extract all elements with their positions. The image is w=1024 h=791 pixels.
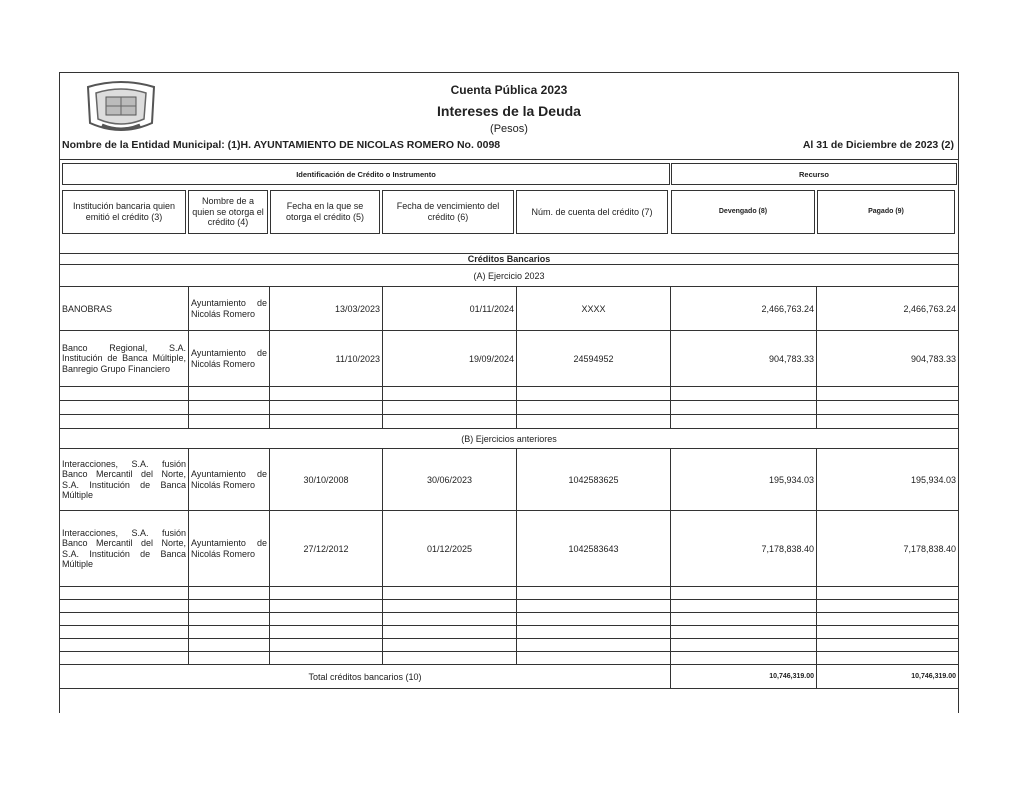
cell-recipient: Ayuntamiento de Nicolás Romero — [189, 511, 270, 587]
report-subtitle: Intereses de la Deuda — [437, 103, 581, 119]
cell-recipient: Ayuntamiento de Nicolás Romero — [189, 449, 270, 511]
cell-institution: Banco Regional, S.A. Institución de Banca Múltiple, Banregio Grupo Financiero — [60, 331, 189, 387]
section-row — [60, 254, 959, 265]
group-resource: Recurso — [671, 163, 957, 185]
total-row — [60, 665, 959, 689]
cell-recipient: Ayuntamiento de Nicolás Romero — [189, 331, 270, 387]
empty-row — [60, 415, 959, 429]
empty-row — [60, 387, 959, 401]
empty-row — [60, 626, 959, 639]
cell-account: XXXX — [517, 287, 671, 331]
table-row — [60, 331, 959, 387]
cell-date-granted: 27/12/2012 — [270, 511, 383, 587]
col-recipient: Nombre de a quien se otorga el crédito (4) — [188, 190, 268, 234]
col-accrued: Devengado (8) — [671, 190, 815, 234]
report-title: Cuenta Pública 2023 — [450, 83, 568, 97]
entity-name: Nombre de la Entidad Municipal: (1)H. AYUNTAMIENTO DE NICOLAS ROMERO No. 0098 — [62, 139, 501, 151]
cell-paid: 7,178,838.40 — [817, 511, 959, 587]
report-sheet — [59, 72, 959, 713]
cell-accrued: 7,178,838.40 — [671, 511, 817, 587]
cell-recipient: Ayuntamiento de Nicolás Romero — [189, 287, 270, 331]
total-accrued: 10,746,319.00 — [671, 665, 817, 689]
empty-row — [60, 600, 959, 613]
cell-institution: Interacciones, S.A. fusión Banco Mercantil del Norte, S.A. Institución de Banca Múltiple — [60, 449, 189, 511]
total-paid: 10,746,319.00 — [817, 665, 959, 689]
table-row — [60, 287, 959, 331]
cell-date-granted: 11/10/2023 — [270, 331, 383, 387]
report-date: Al 31 de Diciembre de 2023 (2) — [802, 139, 954, 151]
col-due-date: Fecha de vencimiento del crédito (6) — [382, 190, 514, 234]
credits-table — [59, 253, 959, 689]
col-account: Núm. de cuenta del crédito (7) — [516, 190, 668, 234]
empty-row — [60, 401, 959, 415]
cell-account: 24594952 — [517, 331, 671, 387]
cell-paid: 904,783.33 — [817, 331, 959, 387]
cell-account: 1042583625 — [517, 449, 671, 511]
cell-institution: BANOBRAS — [60, 287, 189, 331]
col-paid: Pagado (9) — [817, 190, 955, 234]
table-row — [60, 511, 959, 587]
cell-due-date: 19/09/2024 — [383, 331, 517, 387]
cell-accrued: 2,466,763.24 — [671, 287, 817, 331]
report-unit: (Pesos) — [490, 123, 528, 135]
section-row — [60, 429, 959, 449]
group-identification: Identificación de Crédito o Instrumento — [62, 163, 670, 185]
section-main: Créditos Bancarios — [60, 254, 959, 265]
cell-institution: Interacciones, S.A. fusión Banco Mercantil del Norte, S.A. Institución de Banca Múltiple — [60, 511, 189, 587]
col-date-granted: Fecha en la que se otorga el crédito (5) — [270, 190, 380, 234]
total-label: Total créditos bancarios (10) — [60, 665, 671, 689]
cell-accrued: 904,783.33 — [671, 331, 817, 387]
section-a: (A) Ejercicio 2023 — [60, 265, 959, 287]
empty-row — [60, 639, 959, 652]
empty-row — [60, 587, 959, 600]
cell-due-date: 30/06/2023 — [383, 449, 517, 511]
section-row — [60, 265, 959, 287]
cell-account: 1042583643 — [517, 511, 671, 587]
empty-row — [60, 613, 959, 626]
col-institution: Institución bancaria quien emitió el crédito (3) — [62, 190, 186, 234]
cell-due-date: 01/12/2025 — [383, 511, 517, 587]
table-row — [60, 449, 959, 511]
cell-due-date: 01/11/2024 — [383, 287, 517, 331]
cell-date-granted: 13/03/2023 — [270, 287, 383, 331]
cell-accrued: 195,934.03 — [671, 449, 817, 511]
report-header — [60, 73, 958, 160]
empty-row — [60, 652, 959, 665]
cell-paid: 2,466,763.24 — [817, 287, 959, 331]
section-b: (B) Ejercicios anteriores — [60, 429, 959, 449]
cell-paid: 195,934.03 — [817, 449, 959, 511]
cell-date-granted: 30/10/2008 — [270, 449, 383, 511]
